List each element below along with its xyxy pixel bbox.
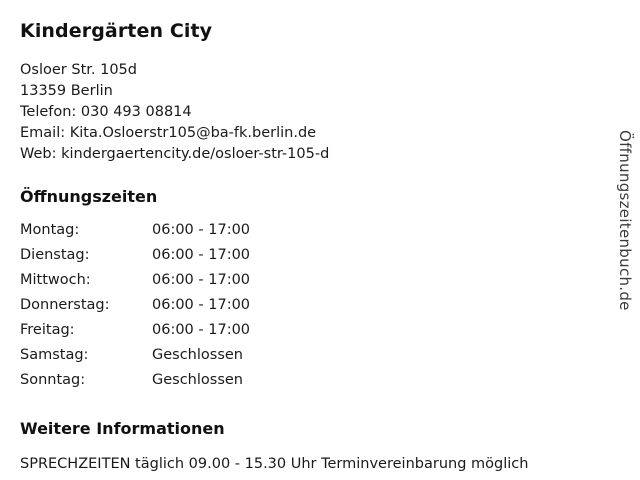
table-row: [20, 347, 250, 372]
day-hours: Geschlossen: [152, 372, 243, 388]
page-title: Kindergärten City: [20, 20, 213, 42]
address-phone: Telefon: 030 493 08814: [20, 104, 192, 120]
opening-hours-table: [20, 222, 250, 397]
further-information-heading: Weitere Informationen: [20, 419, 225, 438]
table-row: [20, 247, 250, 272]
day-label: Montag:: [20, 222, 80, 238]
day-label: Samstag:: [20, 347, 89, 363]
day-label: Mittwoch:: [20, 272, 91, 288]
table-row: [20, 222, 250, 247]
address-block: [20, 60, 600, 165]
day-label: Donnerstag:: [20, 297, 110, 313]
day-hours: 06:00 - 17:00: [152, 272, 251, 288]
table-row: [20, 272, 250, 297]
day-hours: 06:00 - 17:00: [152, 222, 251, 238]
day-label: Sonntag:: [20, 372, 86, 388]
table-row: [20, 297, 250, 322]
day-hours: Geschlossen: [152, 347, 243, 363]
day-label: Freitag:: [20, 322, 75, 338]
address-city: 13359 Berlin: [20, 83, 113, 99]
table-row: [20, 372, 250, 397]
further-information-text: SPRECHZEITEN täglich 09.00 - 15.30 Uhr Terminvereinbarung möglich: [20, 456, 529, 472]
site-brand-label: Öffnungszeitenbuch.de: [616, 130, 634, 311]
table-row: [20, 322, 250, 347]
address-email: Email: Kita.Osloerstr105@ba-fk.berlin.de: [20, 125, 317, 141]
opening-hours-heading: Öffnungszeiten: [20, 187, 158, 206]
address-web: Web: kindergaertencity.de/osloer-str-105-d: [20, 146, 330, 162]
day-hours: 06:00 - 17:00: [152, 247, 251, 263]
day-hours: 06:00 - 17:00: [152, 297, 251, 313]
day-hours: 06:00 - 17:00: [152, 322, 251, 338]
address-street: Osloer Str. 105d: [20, 62, 137, 78]
day-label: Dienstag:: [20, 247, 90, 263]
